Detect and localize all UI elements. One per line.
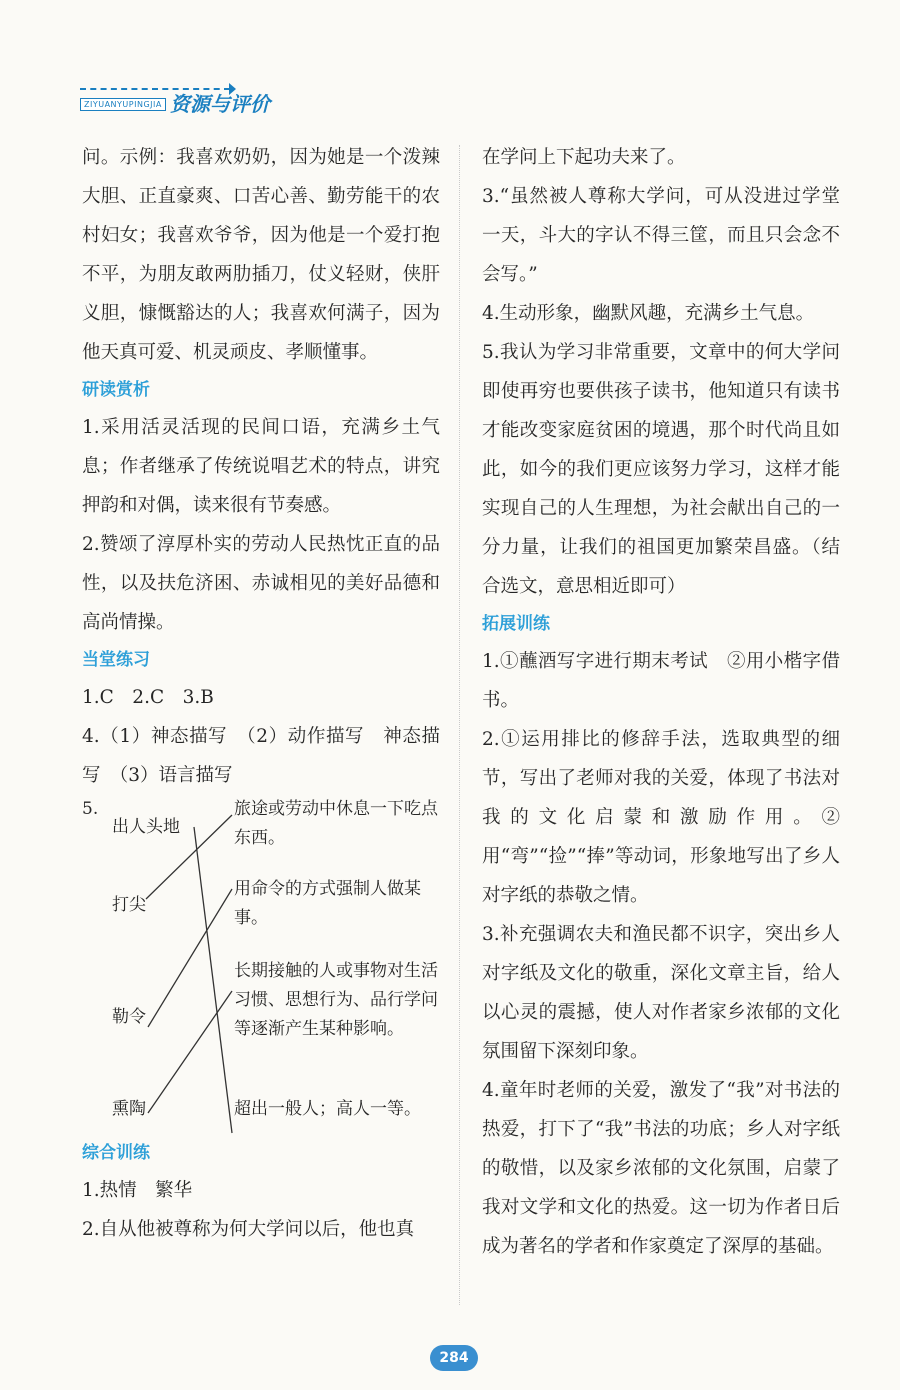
section-heading-yandu: 研读赏析 [82, 380, 150, 400]
left-column [82, 138, 440, 1249]
definition: 旅途或劳动中休息一下吃点东西。 [234, 799, 438, 848]
answer-paragraph: 2.①运用排比的修辞手法，选取典型的细节，写出了老师对我的关爱，体现了书法对我的文化启蒙和激励作用。②用“弯”“捡”“捧”等动词，形象地写出了乡人对字纸的恭敬之情。 [482, 729, 840, 906]
section-heading-tuozhan: 拓展训练 [482, 614, 550, 634]
word-chu-ren-tou-di: 出人头地 [112, 817, 180, 837]
answer-paragraph: 3.“虽然被人尊称大学问，可从没进过学堂一天，斗大的字认不得三筐，而且只会念不会写。” [482, 186, 840, 285]
page-number: 284 [430, 1345, 478, 1371]
answer-paragraph: 1.C 2.C 3.B [82, 687, 214, 708]
page-header [78, 84, 318, 124]
answer-paragraph: 4.（1）神态描写 （2）动作描写 神态描写 （3）语言描写 [82, 726, 440, 786]
word-xun-tao: 熏陶 [112, 1099, 146, 1119]
answer-paragraph: 2.赞颂了淳厚朴实的劳动人民热忱正直的品性，以及扶危济困、赤诚相见的美好品德和高尚情操。 [82, 534, 440, 633]
answer-paragraph: 1.热情 繁华 [82, 1180, 193, 1201]
word-le-ling: 勒令 [112, 1007, 146, 1027]
answer-paragraph: 在学问上下起功夫来了。 [482, 147, 686, 168]
answer-paragraph: 1.①蘸酒写字进行期末考试 ②用小楷字借书。 [482, 651, 840, 711]
intro-paragraph: 问。示例：我喜欢奶奶，因为她是一个泼辣大胆、正直豪爽、口苦心善、勤劳能干的农村妇女；我喜欢爷爷，因为他是一个爱打抱不平，为朋友敢两肋插刀，仗义轻财，侠肝义胆，慷慨豁达的人；我喜欢何满子，因为他天真可爱、机灵顽皮、孝顺懂事。 [82, 147, 440, 363]
answer-paragraph: 3.补充强调农夫和渔民都不识字，突出乡人对字纸及文化的敬重，深化文章主旨，给人以心灵的震撼，使人对作者家乡浓郁的文化氛围留下深刻印象。 [482, 924, 840, 1062]
definition: 长期接触的人或事物对生活习惯、思想行为、品行学问等逐渐产生某种影响。 [234, 961, 438, 1039]
matching-exercise [82, 795, 440, 1135]
definition: 用命令的方式强制人做某事。 [234, 879, 421, 928]
definition: 超出一般人；高人一等。 [234, 1099, 421, 1119]
answer-paragraph: 1.采用活灵活现的民间口语，充满乡土气息；作者继承了传统说唱艺术的特点，讲究押韵和对偶，读来很有节奏感。 [82, 417, 440, 516]
header-pinyin: ZIYUANYUPINGJIA [80, 98, 166, 111]
header-title: 资源与评价 [170, 92, 270, 116]
answer-paragraph: 4.生动形象，幽默风趣，充满乡土气息。 [482, 303, 815, 324]
answer-paragraph: 2.自从他被尊称为何大学问以后，他也真 [82, 1219, 415, 1240]
question-number: 5. [82, 799, 99, 819]
word-da-jian: 打尖 [112, 895, 146, 915]
right-column [482, 138, 840, 1266]
section-heading-zonghe: 综合训练 [82, 1143, 150, 1163]
answer-paragraph: 4.童年时老师的关爱，激发了“我”对书法的热爱，打下了“我”书法的功底；乡人对字纸的敬惜，以及家乡浓郁的文化氛围，启蒙了我对文学和文化的热爱。这一切为作者日后成为著名的学者和作家奠定了深厚的基础。 [482, 1080, 840, 1257]
answer-paragraph: 5.我认为学习非常重要，文章中的何大学问即使再穷也要供孩子读书，他知道只有读书才能改变家庭贫困的境遇，那个时代尚且如此，如今的我们更应该努力学习，这样才能实现自己的人生理想，为社会献出自己的一分力量，让我们的祖国更加繁荣昌盛。（结合选文，意思相近即可） [482, 342, 840, 597]
section-heading-dangtang: 当堂练习 [82, 650, 150, 670]
column-divider [459, 145, 460, 1305]
